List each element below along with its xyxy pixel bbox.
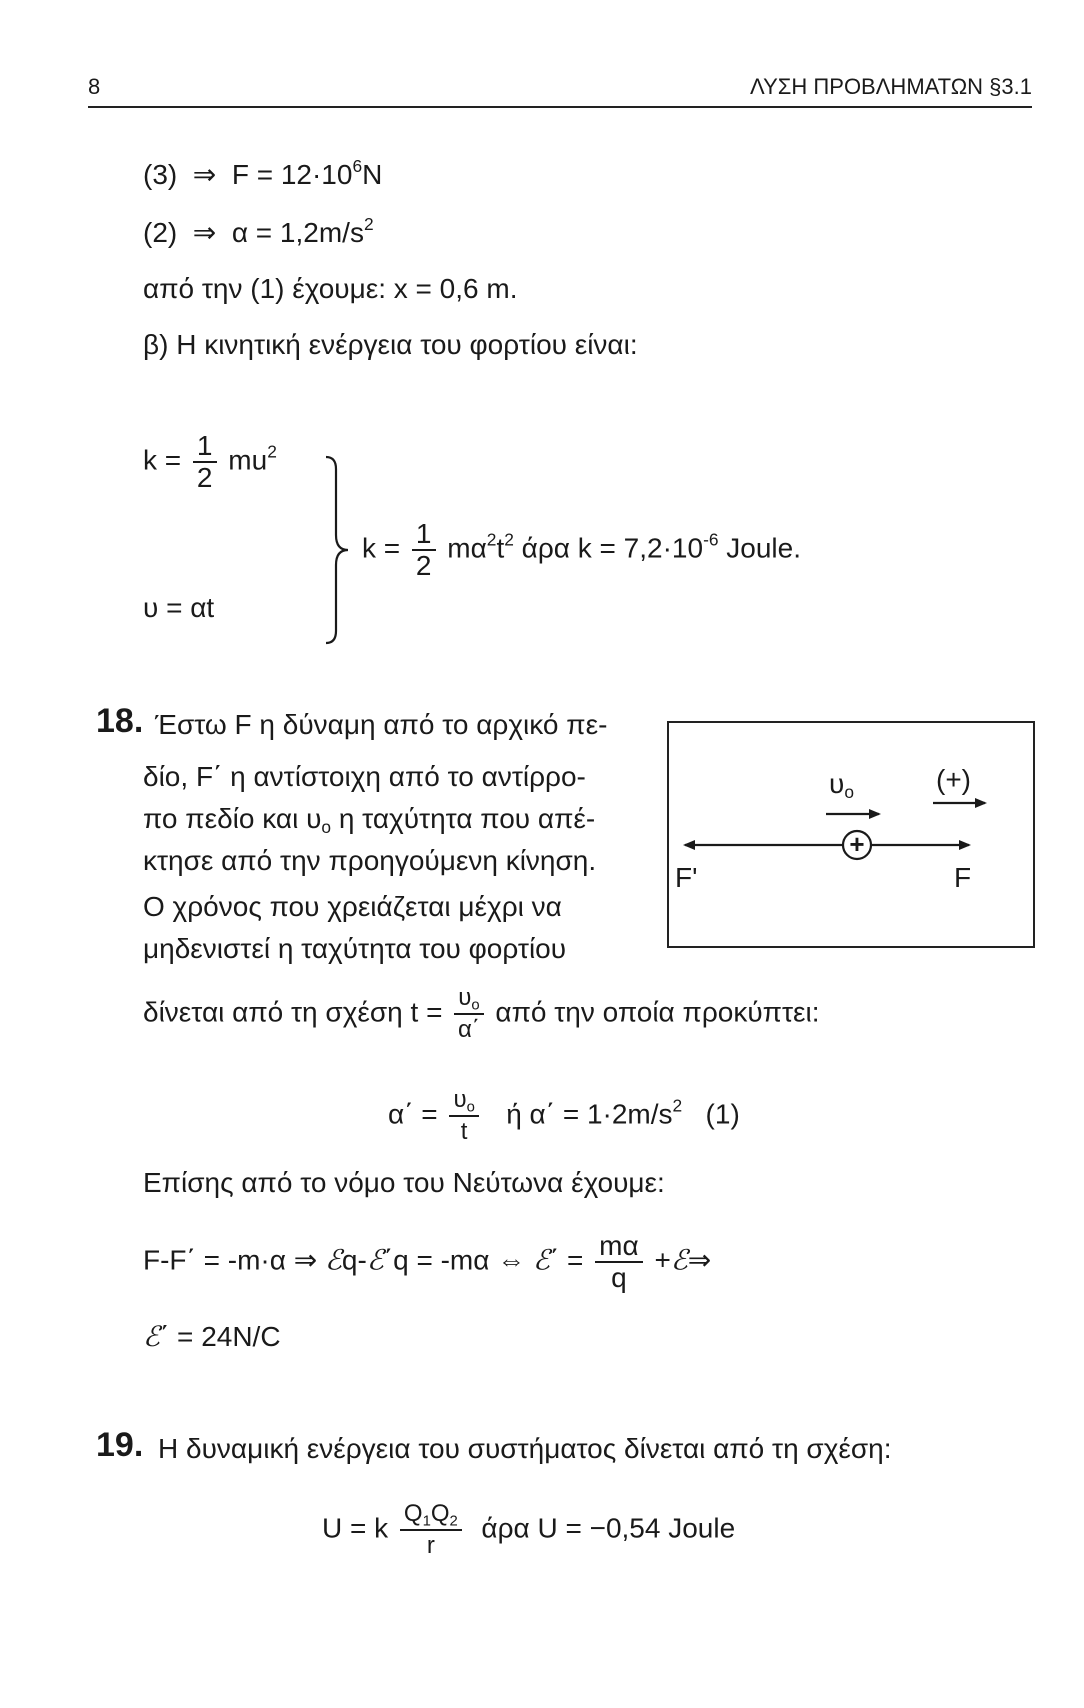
k-frac-num: 1	[193, 432, 217, 463]
p18-line5: Ο χρόνος που χρειάζεται μέχρι να	[143, 891, 562, 922]
p18-line4: κτησε από την προηγούμενη κίνηση.	[143, 845, 597, 876]
p18-line7: δίνεται από τη σχέση t = $\frac{\upsilon_o}{\alpha΄}$ από την οποία προκύπτει:	[143, 984, 820, 1043]
p18-line2: δίο, F΄ η αντίστοιχη από το αντίρρο-	[143, 761, 586, 792]
force-diagram	[667, 721, 1035, 948]
header-rule	[88, 106, 1032, 108]
field-result: ℰ΄ = 24N/C	[143, 1321, 281, 1353]
k-frac-den: 2	[196, 462, 213, 493]
p18-line1: Έστω F η δύναμη από το αρχικό πε-	[155, 709, 608, 740]
velocity-formula: υ = αt	[143, 592, 215, 623]
potential-energy-formula: U = k $\frac{Q_1Q_2}{r}$ άρα U = −0,54 Joule	[322, 1500, 736, 1559]
eq-line-3: (3) ⇒ $F = 12\cdot 10^6N$	[143, 155, 383, 190]
beta-intro-text: β) Η κινητική ενέργεια του φορτίου είναι:	[143, 329, 638, 360]
problem-19-number: 19.	[96, 1426, 144, 1464]
kinetic-result: k = $\frac{1}{2}$ $m\alpha^2t^2$ άρα $k = 7,2\cdot 10^{-6}$ Joule.	[362, 518, 801, 581]
force-right-label: F	[954, 862, 972, 893]
eq-1: α΄ = $\frac{\upsilon_o}{t}$ ή $\alpha΄ = 1\cdot 2m/s^2$ (1)	[388, 1086, 740, 1145]
from-eq1-text: από την (1) έχουμε: x = 0,6 m.	[143, 273, 518, 304]
right-brace	[322, 455, 352, 645]
charge-symbol: +	[849, 829, 865, 859]
page-number: 8	[88, 74, 101, 99]
section-title: ΛΥΣΗ ΠΡΟΒΛΗΜΑΤΩΝ §3.1	[750, 74, 1032, 99]
kinetic-formula: k = $\frac{1}{2}$ $mu^2$	[143, 430, 277, 493]
problem-18-number: 18.	[96, 702, 144, 740]
eq-line-2: (2) ⇒ $\alpha = 1,2m/s^2$	[143, 213, 374, 248]
newton-equation: F-F΄ = -m·α ⇒ ℰq-ℰ΄q = -mα ⇔ ℰ΄ = $\frac{m\alpha}{q}$ +ℰ⇒	[143, 1230, 712, 1293]
p18-line3: πο πεδίο και $\upsilon_o$ η ταχύτητα που απέ-	[143, 803, 596, 838]
newton-intro: Επίσης από το νόμο του Νεύτωνα έχουμε:	[143, 1167, 665, 1198]
p18-line6: μηδενιστεί η ταχύτητα του φορτίου	[143, 933, 567, 964]
force-left-label: F'	[675, 862, 698, 893]
positive-direction-label: (+)	[936, 764, 971, 795]
p19-text: Η δυναμική ενέργεια του συστήματος δίνεται από τη σχέση:	[158, 1433, 892, 1464]
velocity-label: $\upsilon_o$	[829, 768, 854, 803]
